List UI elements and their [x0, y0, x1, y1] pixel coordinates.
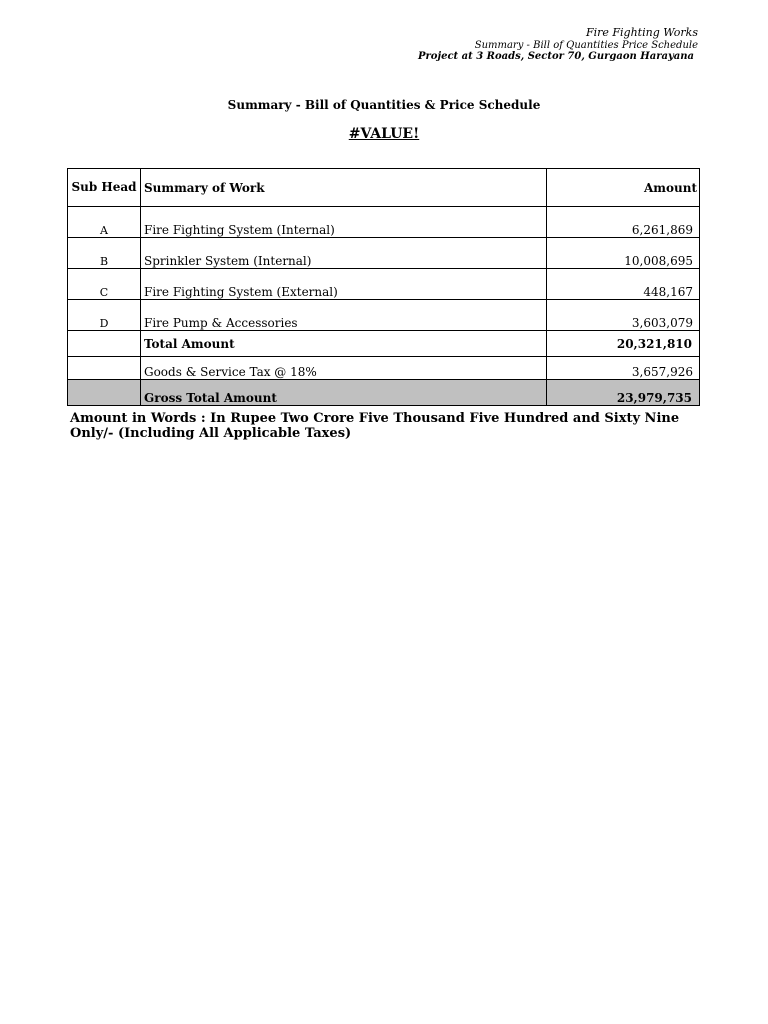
empty-cell	[68, 331, 141, 357]
empty-cell	[68, 357, 141, 380]
header-line-subtitle: Summary - Bill of Quantities Price Schedule	[474, 40, 698, 51]
table-row	[68, 238, 700, 269]
gst-row	[68, 357, 700, 380]
row-code: A	[68, 207, 141, 238]
total-row	[68, 331, 700, 357]
amount-in-words: Amount in Words : In Rupee Two Crore Five Thousand Five Hundred and Sixty Nine Only/- (Including All Applicable Taxes)	[70, 411, 680, 441]
row-amount: 3,603,079	[547, 300, 700, 331]
boq-summary-table	[67, 168, 700, 406]
column-header-sub-head: Sub Head	[68, 169, 141, 207]
row-description: Sprinkler System (Internal)	[141, 238, 547, 269]
total-label: Total Amount	[141, 331, 547, 357]
row-description: Fire Fighting System (Internal)	[141, 207, 547, 238]
row-amount: 6,261,869	[547, 207, 700, 238]
header-line-project: Project at 3 Roads, Sector 70, Gurgaon Harayana	[418, 51, 694, 62]
row-code: C	[68, 269, 141, 300]
total-amount: 20,321,810	[547, 331, 700, 357]
gross-total-row	[68, 380, 700, 406]
table-row	[68, 300, 700, 331]
header-line-title: Fire Fighting Works	[585, 26, 698, 39]
gst-label: Goods & Service Tax @ 18%	[141, 357, 547, 380]
row-amount: 448,167	[547, 269, 700, 300]
empty-cell	[68, 380, 141, 406]
table-row	[68, 207, 700, 238]
gst-amount: 3,657,926	[547, 357, 700, 380]
column-header-summary: Summary of Work	[141, 169, 547, 207]
gross-total-label: Gross Total Amount	[141, 380, 547, 406]
table-header-row	[68, 169, 700, 207]
table-row	[68, 269, 700, 300]
row-code: B	[68, 238, 141, 269]
row-description: Fire Pump & Accessories	[141, 300, 547, 331]
value-error-cell: #VALUE!	[348, 126, 420, 142]
row-description: Fire Fighting System (External)	[141, 269, 547, 300]
page-title: Summary - Bill of Quantities & Price Schedule	[227, 98, 541, 112]
column-header-amount: Amount	[547, 169, 700, 207]
gross-total-amount: 23,979,735	[547, 380, 700, 406]
row-code: D	[68, 300, 141, 331]
row-amount: 10,008,695	[547, 238, 700, 269]
